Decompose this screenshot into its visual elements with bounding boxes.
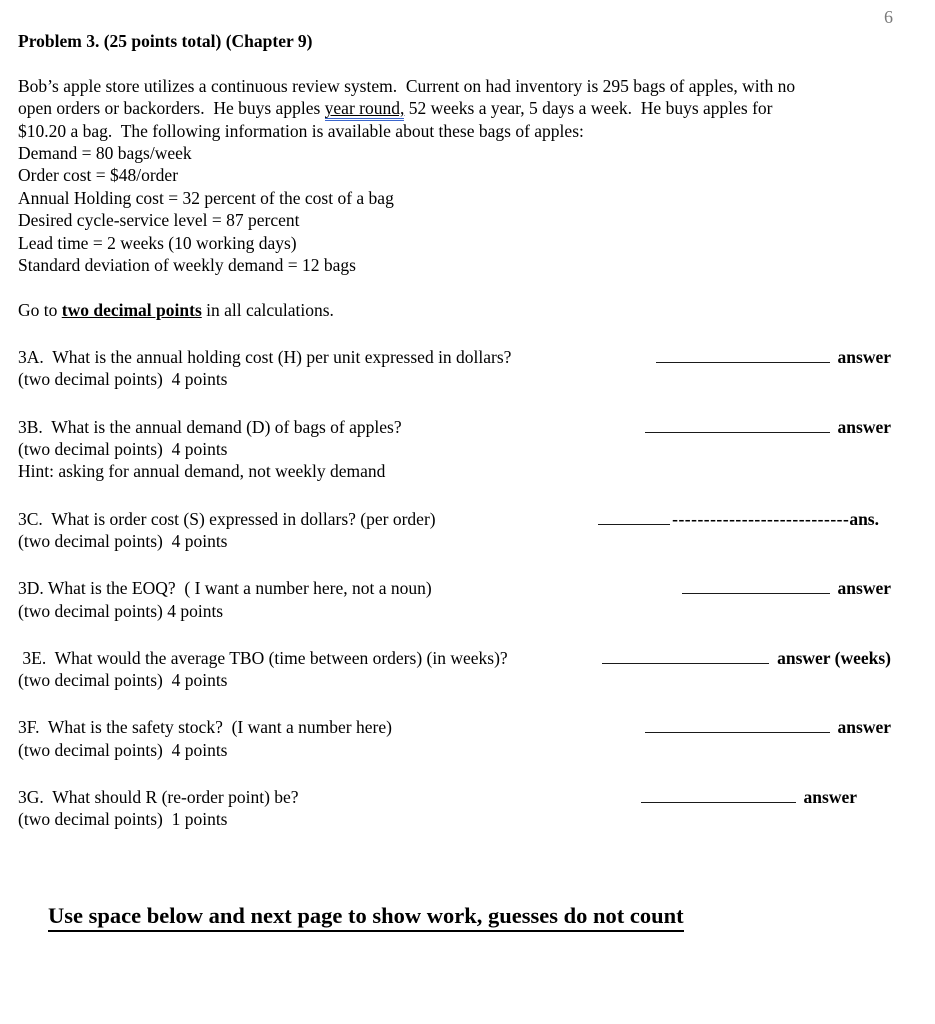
answer-label-3a: answer <box>837 347 891 368</box>
instruction-suffix: in all calculations. <box>201 299 334 320</box>
given-info-std-dev: Standard deviation of weekly demand = 12 bags <box>18 255 356 276</box>
question-3e-subtext: (two decimal points) 4 points <box>18 670 228 691</box>
answer-label-3e: answer (weeks) <box>777 647 891 668</box>
question-3g-text: 3G. What should R (re-order point) be? <box>18 786 299 807</box>
intro-paragraph <box>18 75 891 277</box>
intro-line-2-before: open orders or backorders. He buys apples <box>18 98 325 119</box>
intro-line-2-after: 52 weeks a year, 5 days a week. He buys apples for <box>404 98 773 119</box>
question-3a-subtext: (two decimal points) 4 points <box>18 369 228 390</box>
given-info-order-cost: Order cost = $48/order <box>18 165 179 186</box>
question-3c-row <box>18 505 879 530</box>
instruction-prefix: Go to <box>18 299 62 320</box>
show-work-instruction-text: Use space below and next page to show work, guesses do not count <box>48 903 684 932</box>
problem-title: Problem 3. (25 points total) (Chapter 9) <box>18 31 313 51</box>
answer-blank-3c <box>598 505 670 524</box>
question-3c-subtext: (two decimal points) 4 points <box>18 530 228 551</box>
given-info-holding-cost: Annual Holding cost = 32 percent of the cost of a bag <box>18 187 394 208</box>
question-3b-subtext: (two decimal points) 4 points <box>18 439 228 459</box>
question-3a <box>18 344 891 391</box>
page-number: 6 <box>884 7 893 27</box>
question-3d <box>18 575 891 622</box>
answer-blank-3f <box>645 714 830 733</box>
given-info-demand: Demand = 80 bags/week <box>18 143 192 164</box>
given-info-lead-time: Lead time = 2 weeks (10 working days) <box>18 232 297 253</box>
question-3c <box>18 505 891 552</box>
grammar-underlined-phrase: year round, <box>325 98 405 121</box>
question-3f <box>18 714 891 761</box>
answer-dashes-3c: ---------------------------- <box>672 508 850 529</box>
question-3f-subtext: (two decimal points) 4 points <box>18 739 228 760</box>
answer-label-3d: answer <box>837 578 891 599</box>
intro-line-2 <box>18 97 891 119</box>
question-3f-text: 3F. What is the safety stock? (I want a number here) <box>18 717 392 738</box>
question-3d-text: 3D. What is the EOQ? ( I want a number here, not a noun) <box>18 578 432 599</box>
question-3b-row <box>18 413 891 438</box>
question-3g-row <box>18 784 857 809</box>
answer-blank-3d <box>682 575 830 594</box>
question-3e-row <box>18 644 891 669</box>
intro-line-1: Bob’s apple store utilizes a continuous review system. Current on had inventory is 295 bags of apples, with no <box>18 75 796 96</box>
question-3g-subtext: (two decimal points) 1 points <box>18 809 228 830</box>
given-info-service-level: Desired cycle-service level = 87 percent <box>18 210 300 231</box>
show-work-instruction <box>48 902 891 930</box>
answer-blank-3b <box>645 413 830 432</box>
answer-label-3g: answer <box>803 786 857 807</box>
intro-line-3: $10.20 a bag. The following information is available about these bags of apples: <box>18 120 584 141</box>
question-3a-row <box>18 344 891 369</box>
answer-label-3c: ans. <box>849 508 879 529</box>
question-3f-row <box>18 714 891 739</box>
question-3d-row <box>18 575 891 600</box>
answer-blank-3a <box>656 344 830 363</box>
question-3g <box>18 784 891 831</box>
question-3b-text: 3B. What is the annual demand (D) of bags of apples? <box>18 416 402 437</box>
question-3e <box>18 644 891 691</box>
question-3b <box>18 413 891 483</box>
instruction-emphasis: two decimal points <box>61 299 202 320</box>
answer-label-3f: answer <box>837 717 891 738</box>
answer-blank-3g <box>641 784 796 803</box>
answer-blank-3e <box>602 644 769 663</box>
question-3c-text: 3C. What is order cost (S) expressed in dollars? (per order) <box>18 508 436 529</box>
question-3e-text: 3E. What would the average TBO (time between orders) (in weeks)? <box>18 647 508 668</box>
question-3b-hint: Hint: asking for annual demand, not weekly demand <box>18 461 386 482</box>
rounding-instruction <box>18 299 891 321</box>
question-3d-subtext: (two decimal points) 4 points <box>18 600 224 621</box>
answer-label-3b: answer <box>837 416 891 437</box>
question-3a-text: 3A. What is the annual holding cost (H) per unit expressed in dollars? <box>18 347 512 368</box>
